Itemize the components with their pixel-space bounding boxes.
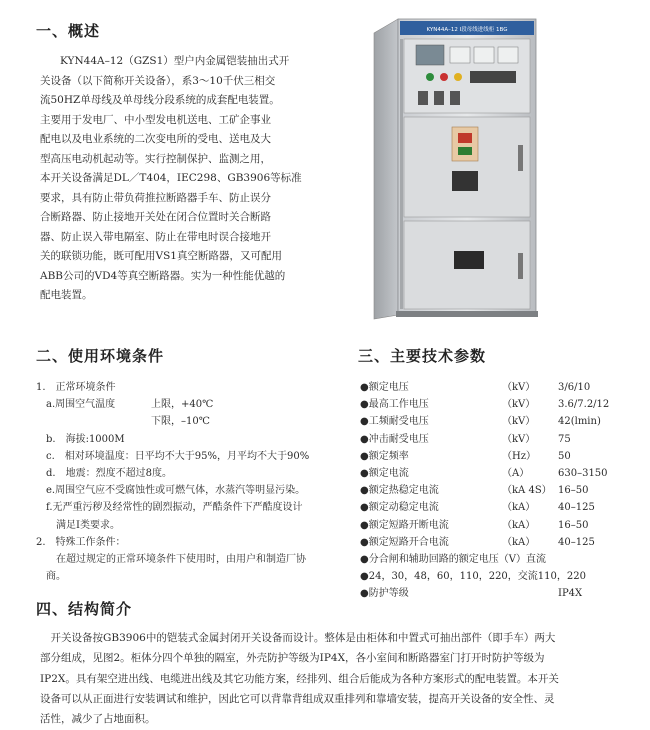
overview-line: 合断路器、防止接地开关处在闭合位置时关合断路: [40, 211, 271, 223]
list-item: [36, 568, 336, 585]
overview-line: 型高压电动机起动等。实行控制保护、监测之用，: [40, 152, 271, 165]
list-item: [36, 396, 336, 413]
param-row: [360, 517, 645, 534]
overview-line: 本开关设备满足DL／T404，IEC298、GB3906等标准: [40, 172, 302, 184]
param-name: ●分合闸和辅助回路的额定电压（V）直流: [360, 553, 546, 565]
overview-line: 流50HZ单母线及单母线分段系统的成套配电装置。: [40, 94, 280, 106]
section-title-environment: 二、使用环境条件: [36, 347, 165, 365]
env-text: b. 海拔:1000M: [36, 433, 125, 445]
env-value: 上限，+40℃: [151, 399, 214, 411]
env-text: d. 地震：烈度不超过8度。: [36, 467, 172, 479]
param-unit: （kA）: [502, 502, 536, 514]
param-row: [360, 431, 645, 448]
env-value: 下限，–10℃: [151, 416, 210, 428]
param-unit: （kV）: [502, 382, 536, 393]
param-row: [360, 448, 645, 465]
switchgear-cabinet-image: [370, 15, 540, 320]
structure-line: 开关设备按GB3906中的铠装式金属封闭开关设备而设计。整体是由柜体和中置式可抽出部件（即手车）两大: [40, 632, 556, 644]
param-value: 3/6/10: [558, 382, 591, 393]
param-value: 42(lmin): [558, 416, 601, 428]
environment-list: [36, 379, 336, 585]
list-item: [36, 431, 336, 448]
env-text: c. 相对环境温度：日平均不大于95%，月平均不大于90%: [36, 450, 310, 462]
structure-line: 活性，减少了占地面积。: [40, 713, 156, 726]
env-text: e.周围空气应不受腐蚀性或可燃气体，水蒸汽等明显污染。: [36, 485, 306, 497]
param-name: ●额定动稳定电流: [360, 502, 439, 514]
param-row: [360, 534, 645, 551]
list-item: [36, 534, 336, 551]
param-value: 16–50: [558, 485, 589, 497]
overview-line: 关的联锁功能，既可配用VS1真空断路器，又可配用: [40, 250, 282, 262]
param-name: ●24，30，48，60，110，220，交流110，220: [360, 571, 586, 583]
param-value: 16–50: [558, 519, 589, 531]
param-name: ●工频耐受电压: [360, 416, 429, 428]
list-item: [36, 482, 336, 499]
list-item: [36, 465, 336, 482]
param-row: [360, 413, 645, 430]
param-name: ●最高工作电压: [360, 399, 429, 411]
overview-line: 器、防止误入带电隔室、防止在带电时误合接地开: [40, 230, 271, 243]
list-item: [36, 517, 336, 534]
param-name: ●额定电流: [360, 467, 409, 479]
param-row: [360, 396, 645, 413]
overview-line: KYN44A–12（GZS1）型户内金属铠装抽出式开: [60, 55, 290, 67]
overview-line: 配电装置。: [40, 289, 93, 301]
section-title-params: 三、主要技术参数: [358, 347, 487, 365]
list-item: [36, 379, 336, 396]
env-text: 1. 正常环境条件: [36, 382, 116, 393]
param-unit: （kA）: [502, 536, 536, 548]
env-text: 在超过规定的正常环境条件下使用时，由用户和制造厂协: [36, 553, 306, 565]
param-row: [360, 482, 645, 499]
param-value: 40–125: [558, 502, 595, 514]
param-unit: （kV）: [502, 399, 536, 411]
param-value: 3.6/7.2/12: [558, 399, 610, 411]
overview-line: 配电以及电业系统的二次变电所的受电、送电及大: [40, 133, 271, 145]
param-unit: （kA 4S）: [502, 485, 552, 497]
list-item: [36, 499, 336, 516]
param-row: [360, 568, 645, 585]
overview-line: ABB公司的VD4等真空断路器。实为一种性能优越的: [40, 269, 286, 282]
overview-line: 主要用于发电厂、中小型发电机送电、工矿企事业: [40, 113, 271, 126]
param-row: [360, 585, 645, 602]
param-name: ●额定电压: [360, 382, 409, 393]
section-title-overview: 一、概述: [36, 22, 101, 40]
structure-line: 设备可以从正面进行安装调试和维护，因此它可以背靠背组成双重排列和靠墙安装，提高开关设备的安全性、灵: [40, 692, 555, 705]
env-text: 2. 特殊工作条件：: [36, 536, 126, 548]
param-value: 75: [558, 433, 571, 445]
param-name: ●额定频率: [360, 450, 409, 462]
list-item: [36, 413, 336, 430]
structure-line: 部分组成，见图2。柜体分四个单独的隔室，外壳防护等级为IP4X，各小室间和断路器室门打开时防护等级为: [40, 652, 545, 665]
cabinet-nameplate: KYN44A–12 Ⅰ段母线进线柜 1BG: [426, 27, 508, 33]
param-unit: （A）: [502, 467, 530, 479]
param-row: [360, 465, 645, 482]
overview-paragraph: [40, 52, 360, 306]
list-item: [36, 551, 336, 568]
param-name: ●额定热稳定电流: [360, 485, 439, 497]
param-row: [360, 499, 645, 516]
section-title-structure: 四、结构简介: [36, 600, 133, 618]
structure-paragraph: [40, 628, 620, 729]
list-item: [36, 448, 336, 465]
param-value: 40–125: [558, 536, 595, 548]
param-unit: （kA）: [502, 519, 536, 531]
env-text: a.周围空气温度: [36, 399, 116, 411]
param-name: ●防护等级: [360, 588, 409, 600]
param-name: ●冲击耐受电压: [360, 433, 429, 445]
params-list: [360, 379, 645, 602]
param-value: IP4X: [558, 588, 583, 600]
param-unit: （Hz）: [502, 450, 536, 462]
param-name: ●额定短路开合电流: [360, 536, 449, 548]
env-text: f.无严重污秽及经常性的剧烈振动，严酷条件下严酷度设计: [36, 502, 303, 514]
overview-line: 要求，具有防止带负荷推拉断路器手车、防止误分: [40, 191, 271, 204]
param-value: 50: [558, 450, 571, 462]
param-row: [360, 379, 645, 396]
env-text: 满足Ⅰ类要求。: [36, 519, 120, 531]
param-unit: （kV）: [502, 433, 536, 445]
param-unit: （kV）: [502, 416, 536, 428]
param-value: 630–3150: [558, 467, 608, 479]
env-text: 商。: [36, 571, 66, 583]
overview-line: 关设备（以下简称开关设备），系3～10千伏三相交: [40, 74, 276, 87]
param-name: ●额定短路开断电流: [360, 519, 449, 531]
structure-line: IP2X。具有架空进出线、电缆进出线及其它功能方案，经排列、组合后能成为各种方案形式的配电装置。本开关: [40, 672, 559, 685]
param-row: [360, 551, 645, 568]
